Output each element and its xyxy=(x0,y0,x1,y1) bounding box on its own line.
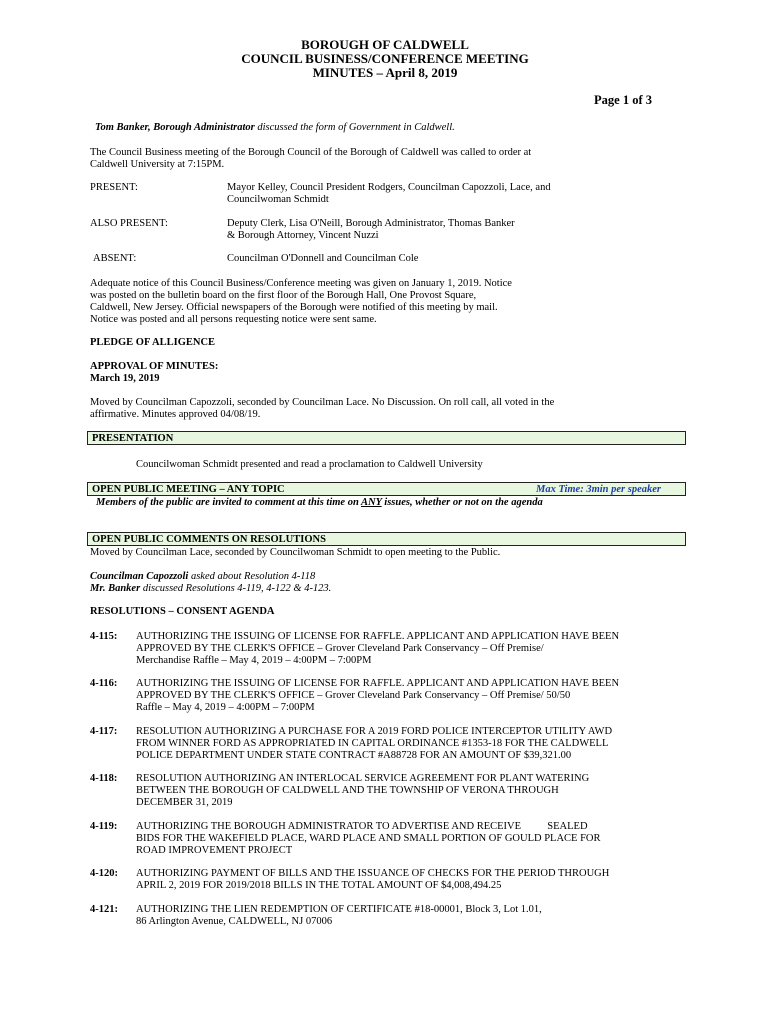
resolution-number: 4-117: xyxy=(90,726,118,737)
resolution-text: FROM WINNER FORD AS APPROPRIATED IN CAPITAL ORDINANCE #1353-18 FOR THE CALDWELL xyxy=(136,738,609,749)
resolution-text: AUTHORIZING THE BOROUGH ADMINISTRATOR TO ADVERTISE AND RECEIVE SEALED xyxy=(136,821,588,832)
present-label: PRESENT: xyxy=(90,182,138,193)
presentation-section-bar xyxy=(87,431,686,445)
resolution-number: 4-118: xyxy=(90,773,118,784)
also-present-label: ALSO PRESENT: xyxy=(90,218,168,229)
notice-line: was posted on the bulletin board on the first floor of the Borough Hall, One Provost Square, xyxy=(90,290,477,301)
resolution-text: APPROVED BY THE CLERK'S OFFICE – Grover Cleveland Park Conservancy – Off Premise/ xyxy=(136,643,544,654)
members-invite-line xyxy=(96,497,543,509)
resolution-text: 86 Arlington Avenue, CALDWELL, NJ 07006 xyxy=(136,916,333,927)
approval-text: Moved by Councilman Capozzoli, seconded by Councilman Lace. No Discussion. On roll call, all voted in the xyxy=(90,397,555,408)
resolution-number: 4-119: xyxy=(90,821,118,832)
open-meeting-heading: OPEN PUBLIC MEETING – ANY TOPIC xyxy=(92,484,285,495)
title-minutes-date: MINUTES – April 8, 2019 xyxy=(312,65,458,80)
presentation-heading: PRESENTATION xyxy=(92,433,174,444)
comment-text: discussed Resolutions 4-119, 4-122 & 4-123. xyxy=(140,583,332,594)
resolution-text: AUTHORIZING THE LIEN REDEMPTION OF CERTIFICATE #18-00001, Block 3, Lot 1.01, xyxy=(136,904,542,915)
notice-line: Adequate notice of this Council Business/Conference meeting was given on January 1, 2019. Notice xyxy=(90,278,512,289)
resolution-text: RESOLUTION AUTHORIZING AN INTERLOCAL SERVICE AGREEMENT FOR PLANT WATERING xyxy=(136,773,590,784)
resolution-number: 4-121: xyxy=(90,904,118,915)
comment-line xyxy=(90,583,331,595)
consent-agenda-heading: RESOLUTIONS – CONSENT AGENDA xyxy=(90,606,275,617)
members-invite-text: Members of the public are invited to comment at this time on xyxy=(96,497,362,508)
resolution-text: RESOLUTION AUTHORIZING A PURCHASE FOR A 2019 FORD POLICE INTERCEPTOR UTILITY AWD xyxy=(136,726,613,737)
comment-text: asked about Resolution 4-118 xyxy=(188,571,316,582)
resolution-text: ROAD IMPROVEMENT PROJECT xyxy=(136,845,293,856)
absent-label: ABSENT: xyxy=(93,253,137,264)
intro-text: discussed the form of Government in Caldwell. xyxy=(254,122,455,133)
resolution-text: DECEMBER 31, 2019 xyxy=(136,797,233,808)
resolution-text: APPROVED BY THE CLERK'S OFFICE – Grover Cleveland Park Conservancy – Off Premise/ 50/50 xyxy=(136,690,571,701)
resolution-number: 4-115: xyxy=(90,631,118,642)
resolution-number: 4-120: xyxy=(90,868,118,879)
max-time-note: Max Time: 3min per speaker xyxy=(535,484,661,495)
pledge-heading: PLEDGE OF ALLIGENCE xyxy=(90,337,216,348)
commenter-name: Mr. Banker xyxy=(90,583,141,594)
also-present-value: & Borough Attorney, Vincent Nuzzi xyxy=(227,230,379,241)
notice-line: Caldwell, New Jersey. Official newspapers of the Borough were notified of this meeting by mail. xyxy=(90,302,498,313)
title-meeting: COUNCIL BUSINESS/CONFERENCE MEETING xyxy=(241,51,529,66)
commenter-name: Councilman Capozzoli xyxy=(90,571,189,582)
open-meeting-section-bar xyxy=(87,482,686,496)
present-value: Councilwoman Schmidt xyxy=(227,194,329,205)
members-invite-text: issues, whether or not on the agenda xyxy=(381,497,543,508)
present-value: Mayor Kelley, Council President Rodgers, Councilman Capozzoli, Lace, and xyxy=(227,182,551,193)
resolution-text: BIDS FOR THE WAKEFIELD PLACE, WARD PLACE AND SMALL PORTION OF GOULD PLACE FOR xyxy=(136,833,601,844)
also-present-value: Deputy Clerk, Lisa O'Neill, Borough Administrator, Thomas Banker xyxy=(227,218,515,229)
open-comments-moved: Moved by Councilman Lace, seconded by Councilwoman Schmidt to open meeting to the Public. xyxy=(90,547,501,558)
resolution-text: APRIL 2, 2019 FOR 2019/2018 BILLS IN THE TOTAL AMOUNT OF $4,008,494.25 xyxy=(136,880,502,891)
open-comments-heading: OPEN PUBLIC COMMENTS ON RESOLUTIONS xyxy=(92,534,326,545)
notice-line: Notice was posted and all persons requesting notice were sent same. xyxy=(90,314,377,325)
members-invite-any: ANY xyxy=(361,497,382,508)
presentation-text: Councilwoman Schmidt presented and read a proclamation to Caldwell University xyxy=(136,459,483,470)
approval-date: March 19, 2019 xyxy=(90,373,160,384)
resolution-text: Raffle – May 4, 2019 – 4:00PM – 7:00PM xyxy=(136,702,315,713)
open-comments-section-bar xyxy=(87,532,686,546)
resolution-text: BETWEEN THE BOROUGH OF CALDWELL AND THE TOWNSHIP OF VERONA THROUGH xyxy=(136,785,559,796)
intro-speaker: Tom Banker, Borough Administrator xyxy=(95,122,255,133)
resolution-number: 4-116: xyxy=(90,678,118,689)
resolution-text: AUTHORIZING PAYMENT OF BILLS AND THE ISSUANCE OF CHECKS FOR THE PERIOD THROUGH xyxy=(136,868,610,879)
resolution-text: POLICE DEPARTMENT UNDER STATE CONTRACT #A88728 FOR AN AMOUNT OF $39,321.00 xyxy=(136,750,572,761)
approval-text: affirmative. Minutes approved 04/08/19. xyxy=(90,409,261,420)
call-to-order-line: Caldwell University at 7:15PM. xyxy=(90,159,225,170)
title-borough: BOROUGH OF CALDWELL xyxy=(301,37,469,52)
resolution-text: AUTHORIZING THE ISSUING OF LICENSE FOR RAFFLE. APPLICANT AND APPLICATION HAVE BEEN xyxy=(136,678,620,689)
intro-line xyxy=(95,122,455,134)
approval-heading: APPROVAL OF MINUTES: xyxy=(90,361,219,372)
page-number: Page 1 of 3 xyxy=(594,93,652,107)
absent-value: Councilman O'Donnell and Councilman Cole xyxy=(227,253,419,264)
resolution-text: AUTHORIZING THE ISSUING OF LICENSE FOR RAFFLE. APPLICANT AND APPLICATION HAVE BEEN xyxy=(136,631,620,642)
comment-line xyxy=(90,571,315,583)
call-to-order-line: The Council Business meeting of the Borough Council of the Borough of Caldwell was called to order at xyxy=(90,147,532,158)
resolution-text: Merchandise Raffle – May 4, 2019 – 4:00PM – 7:00PM xyxy=(136,655,372,666)
